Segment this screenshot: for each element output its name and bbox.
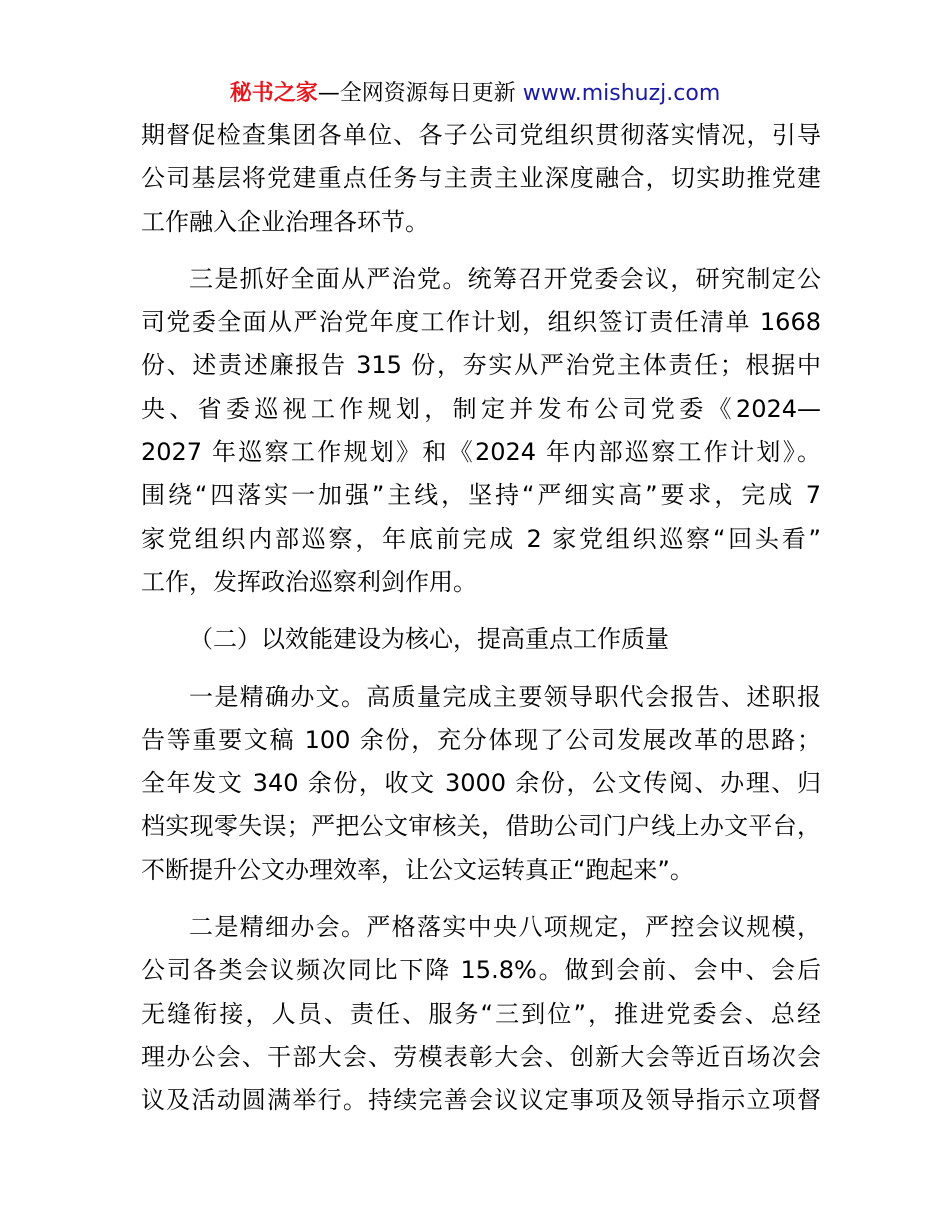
document-body	[141, 114, 821, 1123]
text-line: 工作融入企业治理各环节。	[141, 207, 429, 236]
paragraph	[141, 676, 821, 892]
text-line: 2027 年巡察工作规划》和《2024 年内部巡察工作计划》。	[141, 438, 821, 467]
text-line: 告等重要文稿 100 余份，充分体现了公司发展改革的思路；	[141, 725, 821, 754]
text-line: 一是精确办文。高质量完成主要领导职代会报告、述职报	[189, 682, 821, 711]
text-line: 档实现零失误；严把公文审核关，借助公司门户线上办文平台，	[141, 812, 821, 841]
text-line: 议及活动圆满举行。持续完善会议议定事项及领导指示立项督	[141, 1086, 821, 1115]
paragraph	[141, 114, 821, 244]
text-line: 围绕“四落实一加强”主线，坚持“严细实高”要求，完成 7	[141, 481, 821, 510]
text-line: 三是抓好全面从严治党。统筹召开党委会议，研究制定公	[189, 264, 821, 293]
section-heading-text: （二）以效能建设为核心，提高重点工作质量	[189, 625, 669, 654]
text-line: 公司基层将党建重点任务与主责主业深度融合，切实助推党建	[141, 164, 821, 193]
text-line: 央、省委巡视工作规划，制定并发布公司党委《2024—	[141, 394, 821, 423]
text-line: 工作，发挥政治巡察利剑作用。	[141, 567, 477, 596]
text-line: 公司各类会议频次同比下降 15.8%。做到会前、会中、会后	[141, 956, 821, 985]
text-line: 二是精细办会。严格落实中央八项规定，严控会议规模，	[189, 913, 821, 942]
section-heading	[141, 618, 821, 661]
text-line: 理办公会、干部大会、劳模表彰大会、创新大会等近百场次会	[141, 1042, 821, 1071]
text-line: 期督促检查集团各单位、各子公司党组织贯彻落实情况，引导	[141, 121, 821, 149]
brand-name: 秘书之家	[229, 81, 318, 106]
paragraph	[141, 258, 821, 604]
text-line: 家党组织内部巡察，年底前完成 2 家党组织巡察“回头看”	[141, 524, 821, 553]
text-line: 份、述责述廉报告 315 份，夯实从严治党主体责任；根据中	[141, 351, 821, 380]
text-line: 全年发文 340 余份，收文 3000 余份，公文传阅、办理、归	[141, 769, 821, 798]
text-line: 无缝衔接，人员、责任、服务“三到位”，推进党委会、总经	[141, 999, 821, 1028]
header-tagline: —全网资源每日更新	[317, 81, 523, 106]
website-link[interactable]: www.mishuzj.com	[522, 81, 721, 106]
page-header	[0, 78, 950, 110]
text-line: 司党委全面从严治党年度工作计划，组织签订责任清单 1668	[141, 308, 821, 337]
paragraph	[141, 906, 821, 1122]
text-line: 不断提升公文办理效率，让公文运转真正“跑起来”。	[141, 855, 694, 884]
